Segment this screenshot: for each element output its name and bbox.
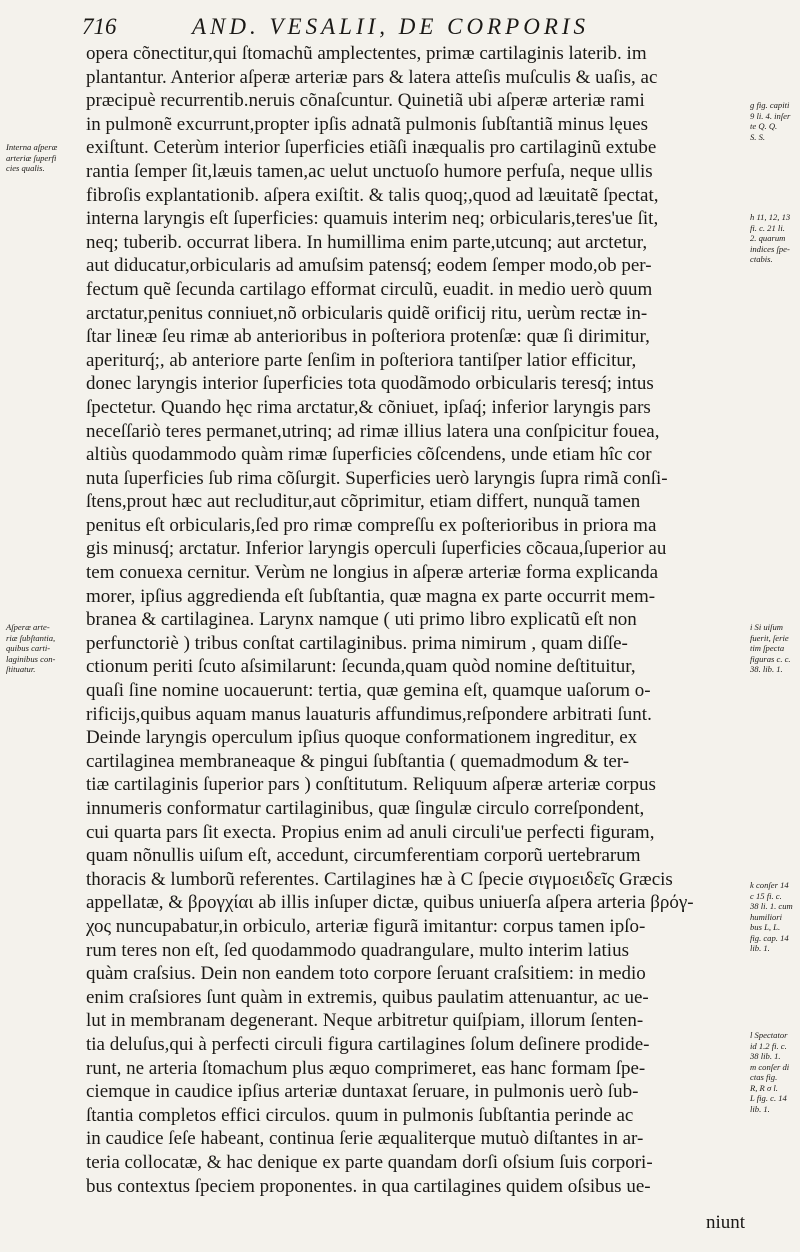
- running-title: AND. VESALII, DE CORPORIS: [192, 14, 590, 39]
- text-line: χος nuncupabatur,in orbiculo, arteriæ figurã imitantur: corpus tamen ipſo-: [86, 915, 646, 937]
- right-margin-note: [750, 212, 798, 265]
- page-header: [82, 6, 642, 42]
- note-line: fi. c. 21 li.: [750, 222, 785, 233]
- text-line: opera cõnectitur,qui ſtomachũ amplectentes, primæ cartilaginis laterib. im: [86, 43, 647, 64]
- note-line: Aſperæ arte-: [6, 622, 50, 632]
- text-line: appellatæ, & βρογχίαι ab illis inſuper dictæ, quibus uniuerſa aſpera arteria βρόγ-: [86, 892, 694, 914]
- right-margin-note: [750, 622, 798, 675]
- text-line: runt, ne arteria ſtomachum plus æquo comprimeret, eas hanc formam ſpe-: [86, 1057, 646, 1079]
- note-line: tim ſpecta: [750, 643, 785, 653]
- note-line: te Q. Q.: [750, 121, 778, 131]
- main-text: [86, 42, 746, 1198]
- text-line: aperiturq́;, ab anteriore parte ſenſim in poſteriora tantiſper latior efficitur,: [86, 349, 637, 371]
- text-line: plantantur. Anterior aſperæ arteriæ pars & latera atteſis muſculis & uaſis, ac: [86, 66, 658, 88]
- text-line: neceſſariò teres permanet,utrinq; ad rimæ illius latera una conſpicitur fouea,: [86, 420, 660, 442]
- text-line: enim craſsiores ſunt quàm in extremis, quibus paulatim attenuantur, ac ue-: [86, 986, 649, 1008]
- note-line: ctas fig.: [750, 1072, 778, 1082]
- text-line: innumeris conformatur cartilaginibus, quæ ſingulæ circulo correſpondent,: [86, 798, 645, 819]
- text-line: branea & cartilaginea. Larynx namque ( uti primo libro explicatũ eſt non: [86, 609, 637, 631]
- catchword: niunt: [706, 1212, 746, 1233]
- text-line: præcipuè recurrentib.neruis cõnaſcuntur. Quinetiã ubi aſperæ arteriæ rami: [86, 90, 645, 112]
- note-line: ſtituatur.: [6, 664, 36, 674]
- right-margin-note: [750, 1030, 798, 1114]
- text-line: ſtar lineæ ſeu rimæ ab anterioribus in poſteriora protenſæ: quæ ſi dirimitur,: [86, 326, 650, 348]
- note-line: figuras c. c.: [750, 653, 791, 664]
- note-line: m conſer di: [750, 1061, 790, 1072]
- note-line: k conſer 14: [750, 880, 789, 890]
- text-line: fectum quẽ ſecunda cartilago efformat circulũ, euadit. in medio uerò quum: [86, 278, 653, 300]
- text-line: fibroſis explantationib. aſpera exiſtit. & talis quoq;,quod ad læuitatẽ ſpectat,: [86, 184, 659, 206]
- note-line: quibus carti-: [6, 643, 51, 653]
- text-line: perfunctoriè ) tribus conſtat cartilaginibus. prima nimirum , quam diſſe-: [86, 632, 628, 654]
- note-line: h 11, 12, 13: [750, 212, 791, 222]
- text-line: ciemque in caudice ipſius arteriæ duntaxat ſeruare, in pulmonis uerò ſub-: [86, 1081, 639, 1103]
- text-line: Deinde laryngis operculum ipſius quoque conformationem ingreditur, ex: [86, 727, 638, 749]
- text-line: neq; tuberib. occurrat libera. In humillima enim parte,utcunq; aut arctetur,: [86, 231, 648, 253]
- text-line: morer, ipſius aggredienda eſt ſubſtantia, quæ magna ex parte occurrit mem-: [86, 585, 656, 607]
- text-line: donec laryngis interior ſuperficies tota quodãmodo orbicularis teresq́; intus: [86, 373, 654, 395]
- text-line: rum teres non eſt, ſed quodammodo quadrangulare, multo interim latius: [86, 939, 629, 961]
- text-line: altiùs quodammodo quàm rimæ ſuperficies cõſcendens, unde etiam hîc cor: [86, 444, 652, 466]
- note-line: Interna aſperæ: [6, 142, 58, 152]
- note-line: humiliori: [750, 911, 782, 922]
- note-line: ctabis.: [750, 254, 773, 264]
- text-line: ſpectetur. Quando hęc rima arctatur,& cõniuet, ipſaq́; inferior laryngis pars: [86, 396, 651, 418]
- right-margin-note: [750, 100, 798, 142]
- text-line: tem conuexa cernitur. Verùm ne longius in aſperæ arteriæ forma explicanda: [86, 562, 659, 584]
- text-line: bus contextus ſpeciem proponentes. in qua cartilagines quidem oſsibus ue-: [86, 1175, 651, 1197]
- text-line: tia deluſus,qui à perfecti circuli figura cartilagines ſolum deſinere prodide-: [86, 1033, 650, 1055]
- note-line: l Spectator: [750, 1030, 788, 1040]
- note-line: lib. 1.: [750, 1103, 770, 1114]
- note-line: 9 li. 4. inſer: [750, 110, 791, 121]
- note-line: fuerit, ſerie: [750, 632, 789, 643]
- text-line: ctionum periti ſcuto aſsimilarunt: ſecunda,quam quòd nomine deſtituitur,: [86, 656, 636, 678]
- text-line: interna laryngis eſt ſuperficies: quamuis interim neq; orbicularis,teres'ue ſit,: [86, 208, 659, 230]
- text-line: teria collocatæ, & hac denique ex parte quandam dorſi oſsium ſuis corpori-: [86, 1151, 653, 1173]
- text-line: quaſi ſine nomine uocauerunt: tertia, quæ gemina eſt, quamque uaſorum o-: [86, 680, 651, 702]
- note-line: cies qualis.: [6, 163, 45, 173]
- note-line: L fig. c. 14: [750, 1093, 787, 1103]
- note-line: S. S.: [750, 131, 766, 142]
- text-line: rificijs,quibus aquam manus lauaturis affundimus,reſpondere arbitrati ſunt.: [86, 703, 652, 725]
- text-line: nuta ſuperficies ſub rima cõſurgit. Superficies uerò laryngis ſupra rimã conſi-: [86, 467, 668, 489]
- note-line: riæ ſubſtantia,: [6, 632, 56, 643]
- text-line: ſtens,prout hæc aut recluditur,aut cõprimitur, etiam differt, nunquã tamen: [86, 491, 641, 513]
- note-line: id 1.2 fi. c.: [750, 1040, 787, 1051]
- text-line: cui quarta pars ſit execta. Propius enim ad anuli circuli'ue perfecti figuram,: [86, 821, 655, 843]
- left-margin-note: [6, 622, 84, 675]
- text-line: cartilaginea membraneaque & pingui ſubſtantia ( quemadmodum & ter-: [86, 750, 630, 772]
- note-line: bus L, L.: [750, 922, 781, 932]
- text-line: lut in membranam degenerant. Neque arbitretur quiſpiam, illorum ſenten-: [86, 1010, 644, 1032]
- note-line: indices ſpe-: [750, 243, 790, 254]
- text-line: thoracis & lumborũ referentes. Cartilagines hæ à C ſpecie σιγμοειδεῖς Græcis: [86, 868, 673, 890]
- note-line: g fig. capiti: [750, 100, 790, 110]
- note-line: fig. cap. 14: [750, 932, 789, 943]
- text-line: in pulmonẽ excurrunt,propter ipſis adnatã pulmonis ſubſtantiã minus lęues: [86, 113, 648, 135]
- right-margin-note: [750, 880, 798, 954]
- note-line: arteriæ ſuperfi: [6, 152, 57, 163]
- note-line: 38. lib. 1.: [750, 664, 783, 674]
- text-line: tiæ cartilaginis ſuperior pars ) conſtitutum. Reliquum aſperæ arteriæ corpus: [86, 774, 656, 796]
- text-line: aut diducatur,orbicularis ad amuſsim patensq́; eodem ſemper modo,ob per-: [86, 255, 652, 277]
- note-line: 38 li. 1. cum: [750, 901, 793, 911]
- note-line: i Si uiſum: [750, 622, 783, 632]
- text-line: in caudice ſeſe habeant, continua ſerie æqualiterque mutuò diſtantes in ar-: [86, 1128, 644, 1150]
- text-line: penitus eſt orbicularis,ſed pro rimæ compreſſu ex poſterioribus in priora ma: [86, 514, 657, 536]
- text-line: quàm craſsius. Dein non eandem toto corpore ſeruant craſsitiem: in medio: [86, 963, 646, 985]
- note-line: laginibus con-: [6, 653, 56, 664]
- page-number: 716: [82, 14, 117, 39]
- text-line: exiſtunt. Ceterùm interior ſuperficies etiãſi inæqualis pro cartilaginũ extube: [86, 137, 657, 159]
- note-line: lib. 1.: [750, 943, 770, 953]
- left-margin-note: [6, 142, 84, 174]
- text-line: gis minusq́; arctatur. Inferior laryngis operculi ſuperficies cõcaua,ſuperior au: [86, 538, 667, 560]
- text-line: ſtantia completos effici circulos. quum in pulmonis ſubſtantia perinde ac: [86, 1104, 634, 1126]
- note-line: 2. quarum: [750, 233, 786, 243]
- note-line: c 15 fi. c.: [750, 890, 782, 901]
- text-line: rantia ſemper ſit,læuis tamen,ac uelut unctuoſo humore perfuſa, neque ullis: [86, 160, 653, 182]
- text-line: arctatur,penitus conniuet,nõ orbicularis quidẽ orificij ritu, uerùm rectæ in-: [86, 302, 648, 324]
- text-line: quam nõnullis uiſum eſt, accedunt, circumferentiam corporũ uertebrarum: [86, 845, 641, 867]
- note-line: R, R σ l.: [750, 1082, 778, 1093]
- note-line: 38 lib. 1.: [750, 1051, 781, 1061]
